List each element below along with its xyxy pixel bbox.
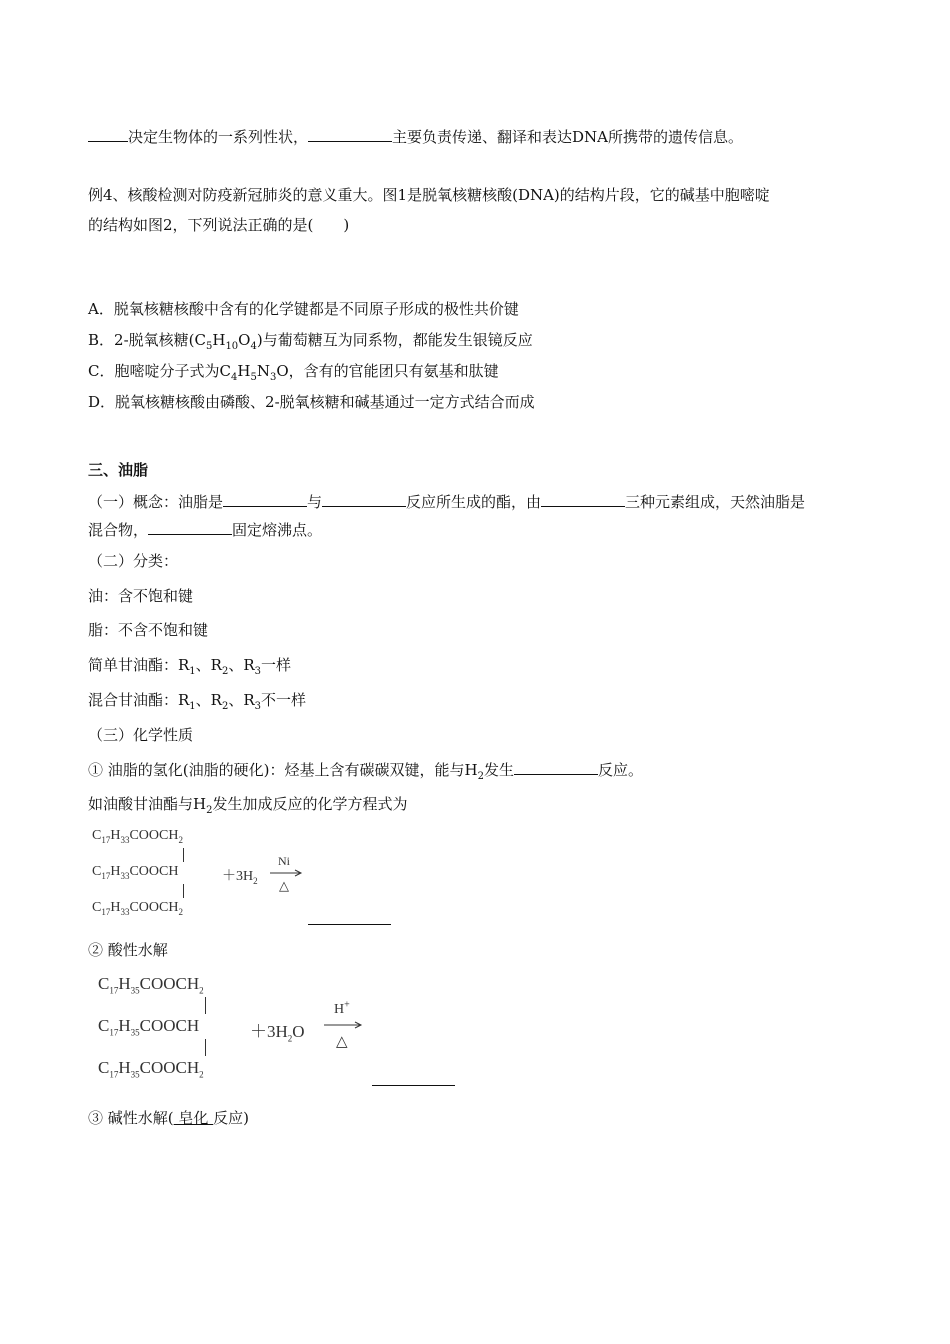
answer-blank[interactable] [322,492,406,507]
option-d: D．脱氧核糖核酸由磷酸、2-脱氧核糖和碱基通过一定方式结合而成 [88,393,535,411]
option-c: C．胞嘧啶分子式为$C_4H_5N_3O$，含有的官能团只有氨基和肽键 [88,362,499,383]
answer-blank[interactable] [541,492,625,507]
catalyst-label: Ni [278,854,290,868]
section-heading: 三、油脂 [88,461,149,479]
intro-line [88,126,743,148]
formula-row: $C_{17}H_{35}COOCH$ [98,1016,200,1038]
catalyst-label: H+ [334,999,350,1017]
reagent: $+3H_2$ [222,869,258,886]
concept-line-1: （一）概念：油脂是 与 反应所生成的酯，由 三种元素组成，天然油脂是 [88,493,806,511]
chemprop-heading: （三）化学性质 [88,726,194,744]
intro-text-2: 主要负责传递、翻译和表达DNA所携带的遗传信息。 [392,128,744,146]
acid-hydrolysis: ② 酸性水解 [88,941,168,959]
answer-blank[interactable] [223,492,307,507]
formula-row: $C_{17}H_{33}COOCH_2$ [92,828,183,845]
reagent: $+3H_2O$ [250,1022,305,1044]
oil-def: 油：含不饱和键 [88,587,194,605]
answer-blank[interactable] [148,520,232,535]
heat-label: △ [336,1034,348,1050]
product-answer-line[interactable] [372,1085,455,1086]
formula-row: $C_{17}H_{35}COOCH_2$ [98,974,204,996]
bond-line [183,884,184,898]
example-question-line-2: 的结构如图2，下列说法正确的是( ) [88,216,350,234]
equation-intro: 如油酸甘油酯与$H_2$发生加成反应的化学方程式为 [88,795,408,816]
fat-def: 脂：不含不饱和键 [88,621,209,639]
saponification-term: 皂化 [173,1109,214,1127]
simple-glyceride: 简单甘油酯：$R_1$、$R_2$、$R_3$一样 [88,656,292,677]
product-answer-line[interactable] [308,924,391,925]
mixed-glyceride: 混合甘油酯：$R_1$、$R_2$、$R_3$不一样 [88,691,307,712]
answer-blank[interactable] [88,127,128,142]
option-a: A．脱氧核糖核酸中含有的化学键都是不同原子形成的极性共价键 [88,300,519,318]
bond-line [205,1039,206,1056]
formula-row: $C_{17}H_{33}COOCH_2$ [92,900,183,917]
intro-text-1: 决定生物体的一系列性状， [128,128,309,146]
answer-blank[interactable] [308,127,392,142]
reaction-arrow-icon [270,868,304,878]
reaction-arrow-icon [324,1020,364,1030]
hydrogenation-formula [92,826,412,926]
hydrogenation: ① 油脂的氢化(油脂的硬化)：烃基上含有碳碳双键，能与$H_2$发生 反应。 [88,761,643,782]
formula-row: $C_{17}H_{35}COOCH_2$ [98,1058,204,1080]
bond-line [205,997,206,1014]
acid-hydrolysis-formula [98,972,398,1082]
classify-heading: （二）分类： [88,552,179,570]
answer-blank[interactable] [514,760,598,775]
formula-row: $C_{17}H_{33}COOCH$ [92,864,179,881]
example-question-line-1: 例4、核酸检测对防疫新冠肺炎的意义重大。图1是脱氧核糖核酸(DNA)的结构片段，它的碱基中胞嘧啶 [88,186,770,204]
option-b: B．2-脱氧核糖$(C_5H_{10}O_4)$与葡萄糖互为同系物，都能发生银镜反应 [88,331,533,352]
concept-line-2: 混合物， 固定熔沸点。 [88,521,323,539]
heat-label: △ [279,878,289,893]
alkaline-hydrolysis: ③ 碱性水解( 皂化 反应) [88,1109,250,1127]
bond-line [183,848,184,862]
